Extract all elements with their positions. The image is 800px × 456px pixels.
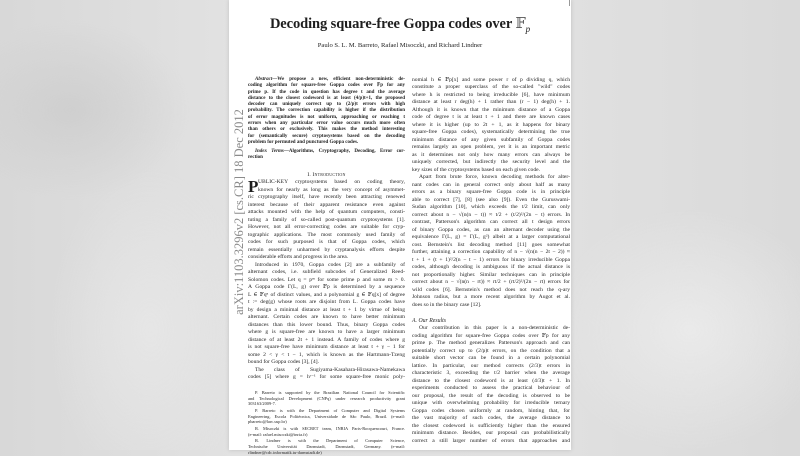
left-paragraphs [248,194,405,382]
body-line: key sizes of the cryptosystems based on each given code. [412,166,540,173]
body-line: P. Barreto is with the Department of Computer and Digital Systems [255,407,405,413]
body-line: of binary Goppa codes, as can an alternant decoder using the [412,226,570,233]
body-line: alternant codes, i.e. subfield subcodes of Generalized Reed- [248,269,405,276]
subsection-heading-our-results: A. Our Results [412,318,446,324]
body-line: where it is higher (up to 2t + 1, as it happens for binary [412,121,570,128]
body-line: remain essentially unharmed by cryptanalysis efforts despite [248,246,405,253]
page-edge-mark [569,0,570,6]
right-paragraphs [412,77,570,310]
body-line: characteristic 3, exceeding the t/2 barrier when the average [412,370,570,376]
body-line: where g is square-free are known to have a larger minimum [248,329,405,336]
body-line: R. Misoczki is with SECRET team, INRIA Paris-Rocquencourt, France. [255,425,405,431]
body-line: correct about n − √(n(n − rt)) ≈ rt/2 + (rt/2)²/(2n − rt) errors for [412,279,570,285]
body-line: R. Lindner is with the Department of Computer Science, [255,438,405,444]
intro-dropcap-block [248,177,405,197]
body-line: However, not all error-correcting codes are suitable for cryp- [248,224,405,231]
index-terms-label: Index Terms [255,148,284,154]
body-line: interest because of their apparent resistance even against [248,201,405,208]
paragraph [412,325,570,445]
footnote [248,390,405,407]
body-line: uniquely corrected, but indirectly the security level and the [412,159,570,165]
body-line: Sudan algorithm [10], which exceeds the t/2 limit, can only [412,204,570,210]
body-line: L ∈ 𝔽qⁿ of distinct values, and a polynomial g ∈ 𝔽q[x] of degree [248,291,405,298]
body-line: A Goppa code Γ(L, g) over 𝔽p is determined by a sequence [248,284,405,291]
body-line: UBLIC-KEY cryptosystems based on coding theory, [258,179,405,186]
body-line: by design a minimal distance at least t + 1 by virtue of being [248,306,405,313]
body-line: is not square-free have minimum distance at least t + γ − 1 for [248,344,405,351]
body-line: Solomon codes. Let q = pᵐ for some prime p and some m > 0. [248,276,405,283]
body-line: decoder can uniquely correct up to (2/p)t errors with high [248,102,405,108]
title-field-symbol: 𝔽 [515,16,526,32]
title-text: Decoding square-free Goppa codes over [269,16,516,32]
body-line: P. Barreto is supported by the Brazilian National Council for Scientific [255,389,405,395]
paragraph [248,367,405,382]
footnote [248,408,405,425]
body-line: distance to the closest codeword is at least (4/p)t+1, the proposed [248,95,405,101]
body-line: the closest codeword is sufficiently higher than the ensured [412,422,570,429]
body-line: unique with overwhelming probability for irreducible ternary [412,400,570,406]
body-line: The class of Sugiyama-Kasahara-Hirasawa-Namekawa [255,366,405,373]
body-line: considerable efforts and progress in the area. [248,254,349,261]
body-line: errors when any particular error value occurs much more often [248,121,405,127]
body-line: our proposal, the result of the decoding is observed to be [412,392,570,399]
body-line: some 2 < γ < t − 1, which is known as the Hartmann-Tzeng [248,351,405,358]
body-line: of error magnitudes is not uniform, approaching or reaching t [248,114,405,120]
body-line: suitable short vector can be found in a certain polynomial [412,355,570,361]
body-line: nomial h ∈ 𝔽p[x] and some power r of p dividing q, which [412,76,570,83]
body-line: tuting a family of so-called post-quantum cryptosystems [1]. [248,216,405,223]
body-line: codes [5] where g = hʳ⁻¹ for some square-free monic poly- [248,374,405,381]
right-column [412,77,570,446]
paragraph [412,77,570,175]
body-line: further, attaining a correction capability of n − √(n(n − 2t − 2)) ≈ [412,249,570,255]
body-line: as it determines not only how many errors can always be [412,151,570,158]
body-line: t := deg(g) whose roots are disjoint from L. Goppa codes have [248,299,405,306]
body-line: alternant. Certain codes are known to have better minimum [248,314,405,321]
body-line: prime p. If the code in question has degree t and the average [248,89,405,95]
body-line: rlindner@cdc.informatik.tu-darmstadt.de) [248,449,322,455]
body-line: ric cryptography itself, have recently been attracting renewed [248,194,405,201]
body-line: the vast majority of such codes, the average distance to [412,415,570,421]
body-line: (e-mail: rafael.misoczki@inria.fr) [248,431,308,437]
body-line: known for nearly as long as the very concept of asymmet- [258,186,405,193]
body-line: code of degree t is at least t + 1 and there are known cases [412,114,570,120]
body-line: Technische Universität Darmstadt, Darmstadt, Germany. (e-mail: [248,444,405,450]
arxiv-stamp: arXiv:1103.3296v2 [cs.CR] 18 Dec 2012 [232,109,246,315]
body-line: problem for permuted and punctured Goppa codes. [248,139,359,145]
body-line: t + 1 + (t + 1)²/2(n − t − 1) errors for binary irreducible Goppa [412,256,570,263]
title-field-subscript: p [525,23,531,34]
body-line: coding algorithm for square-free Goppa codes over 𝔽p for any [248,83,405,89]
body-line: correct about n − √(n(n − t)) ≈ t/2 + (t/2)²/(2n − t) errors. In [412,211,570,218]
drop-cap: P [248,177,259,197]
footnote [248,426,405,437]
body-line: lattice. In particular, our method corrects (2/3)t errors in [412,362,570,369]
body-line: tographic applications. The most commonly used family of [248,231,405,238]
body-line: potentially correct up to (2/p)t errors, on the condition that a [412,347,570,354]
body-line: constitute a proper superclass of the so-called "wild" codes [412,84,570,90]
body-line: bound for Goppa codes [3], [4]. [248,359,319,366]
body-line: Introduced in 1970, Goppa codes [2] are a subfamily of [255,261,405,268]
body-line: Johnson radius, but a more recent algorithm by Augot et al. [412,294,570,300]
results-paragraphs [412,325,570,445]
abstract-line: —We propose a new, efficient non-deterministic de- [272,77,405,82]
paper-authors: Paulo S. L. M. Barreto, Rafael Misoczki, and Richard Lindner [317,42,483,49]
introduction-body [248,179,405,382]
body-line: Apart from brute force, known decoding methods for alter- [419,174,570,180]
body-line: not proportionally higher. Similar techniques can in principle [412,271,570,278]
footnote [248,438,405,455]
body-line: remains largely an open problem, yet it is an important metric [412,144,570,150]
body-line: minimum distance. Besides, our proposal can probabilistically [412,430,570,436]
body-line: probability. The correction capability is higher if the distribution [248,108,405,114]
body-line: pbarreto@larc.usp.br) [248,419,287,425]
body-line: does so in the binary case [12]. [412,301,482,308]
body-line: Engineering, Escola Politécnica, Universidade de São Paulo, Brazil. (e-mail: [248,413,405,419]
body-line: distance of at least 2t + 1 instead. A family of codes where g [248,336,405,343]
footnotes [248,390,405,456]
body-line: coding algorithm for square-free Goppa codes over 𝔽p for any [412,332,570,339]
body-line: and Technological Development (CNPq) under research productivity grant [248,395,405,401]
abstract-label: Abstract [255,77,273,82]
paragraph [412,174,570,309]
paper-title [229,16,571,34]
body-line: 303163/2009-7. [248,401,276,407]
body-line: minimum distance of any given subfamily of Goppa codes [412,136,570,143]
body-line: contrast, Patterson's algorithm can correct all t design errors [412,219,570,225]
body-line: Goppa codes chosen uniformly at random, hinting that, for [412,407,570,414]
body-line: errors as a binary square-free Goppa code is in principle [412,189,570,195]
body-line: distance at least r deg(h) + 1 rather than (r − 1) deg(h) + 1. [412,99,570,105]
body-line: than others or exclusively. This makes the method interesting [248,127,405,133]
pdf-page [229,0,571,455]
body-line: for (semantically secure) cryptosystems based on the decoding [248,133,405,139]
body-line: equivalence Γ(L, g) = Γ(L, g²) albeit at a larger computational [412,234,570,240]
body-line: nant codes can in general correct only about half as many [412,181,570,188]
index-terms-first-line [248,149,405,155]
body-line: distances than this lower bound. Thus, binary Goppa codes [248,321,405,328]
body-line: Our contribution in this paper is a non-deterministic de- [419,325,570,331]
body-line: where h is restricted to being irreducible [6], have minimum [412,91,570,98]
body-line: correct a still larger number of errors that approaches and [412,437,570,444]
body-line: square-free Goppa codes), systematically determining the true [412,129,570,135]
abstract-lines [248,83,405,146]
body-line: able to correct [7], [8] (see also [9]). Even the Guruswami- [412,196,570,203]
body-line: wild codes [6]. Bernstein's method does not reach the q-ary [412,286,570,293]
body-line: Although it is known that the minimum distance of a Goppa [412,106,570,113]
body-line: cost. Bernstein's list decoding method [11] goes somewhat [412,241,570,248]
body-line: distance to the closest codeword is at least (4/3)t + 1. In [412,377,570,384]
left-column [248,77,405,456]
body-line: rection [248,155,263,161]
body-line: codes for such purposed is that of Goppa codes, which [248,239,405,246]
body-line: codes, although decoding is ambiguous if the actual distance is [412,264,570,270]
abstract [248,77,405,161]
body-line: attacks mounted with the help of quantum computers, consti- [248,209,405,216]
index-terms-line: —Algorithms, Cryptography, Decoding, Error cor- [283,148,405,154]
body-line: experiments conducted to assess the practical behaviour of [412,385,570,391]
paragraph [248,194,405,262]
body-line: prime p. The method generalizes Patterson's approach and can [412,340,570,346]
paragraph [248,262,405,367]
section-heading-introduction: I. Introduction [307,172,346,179]
